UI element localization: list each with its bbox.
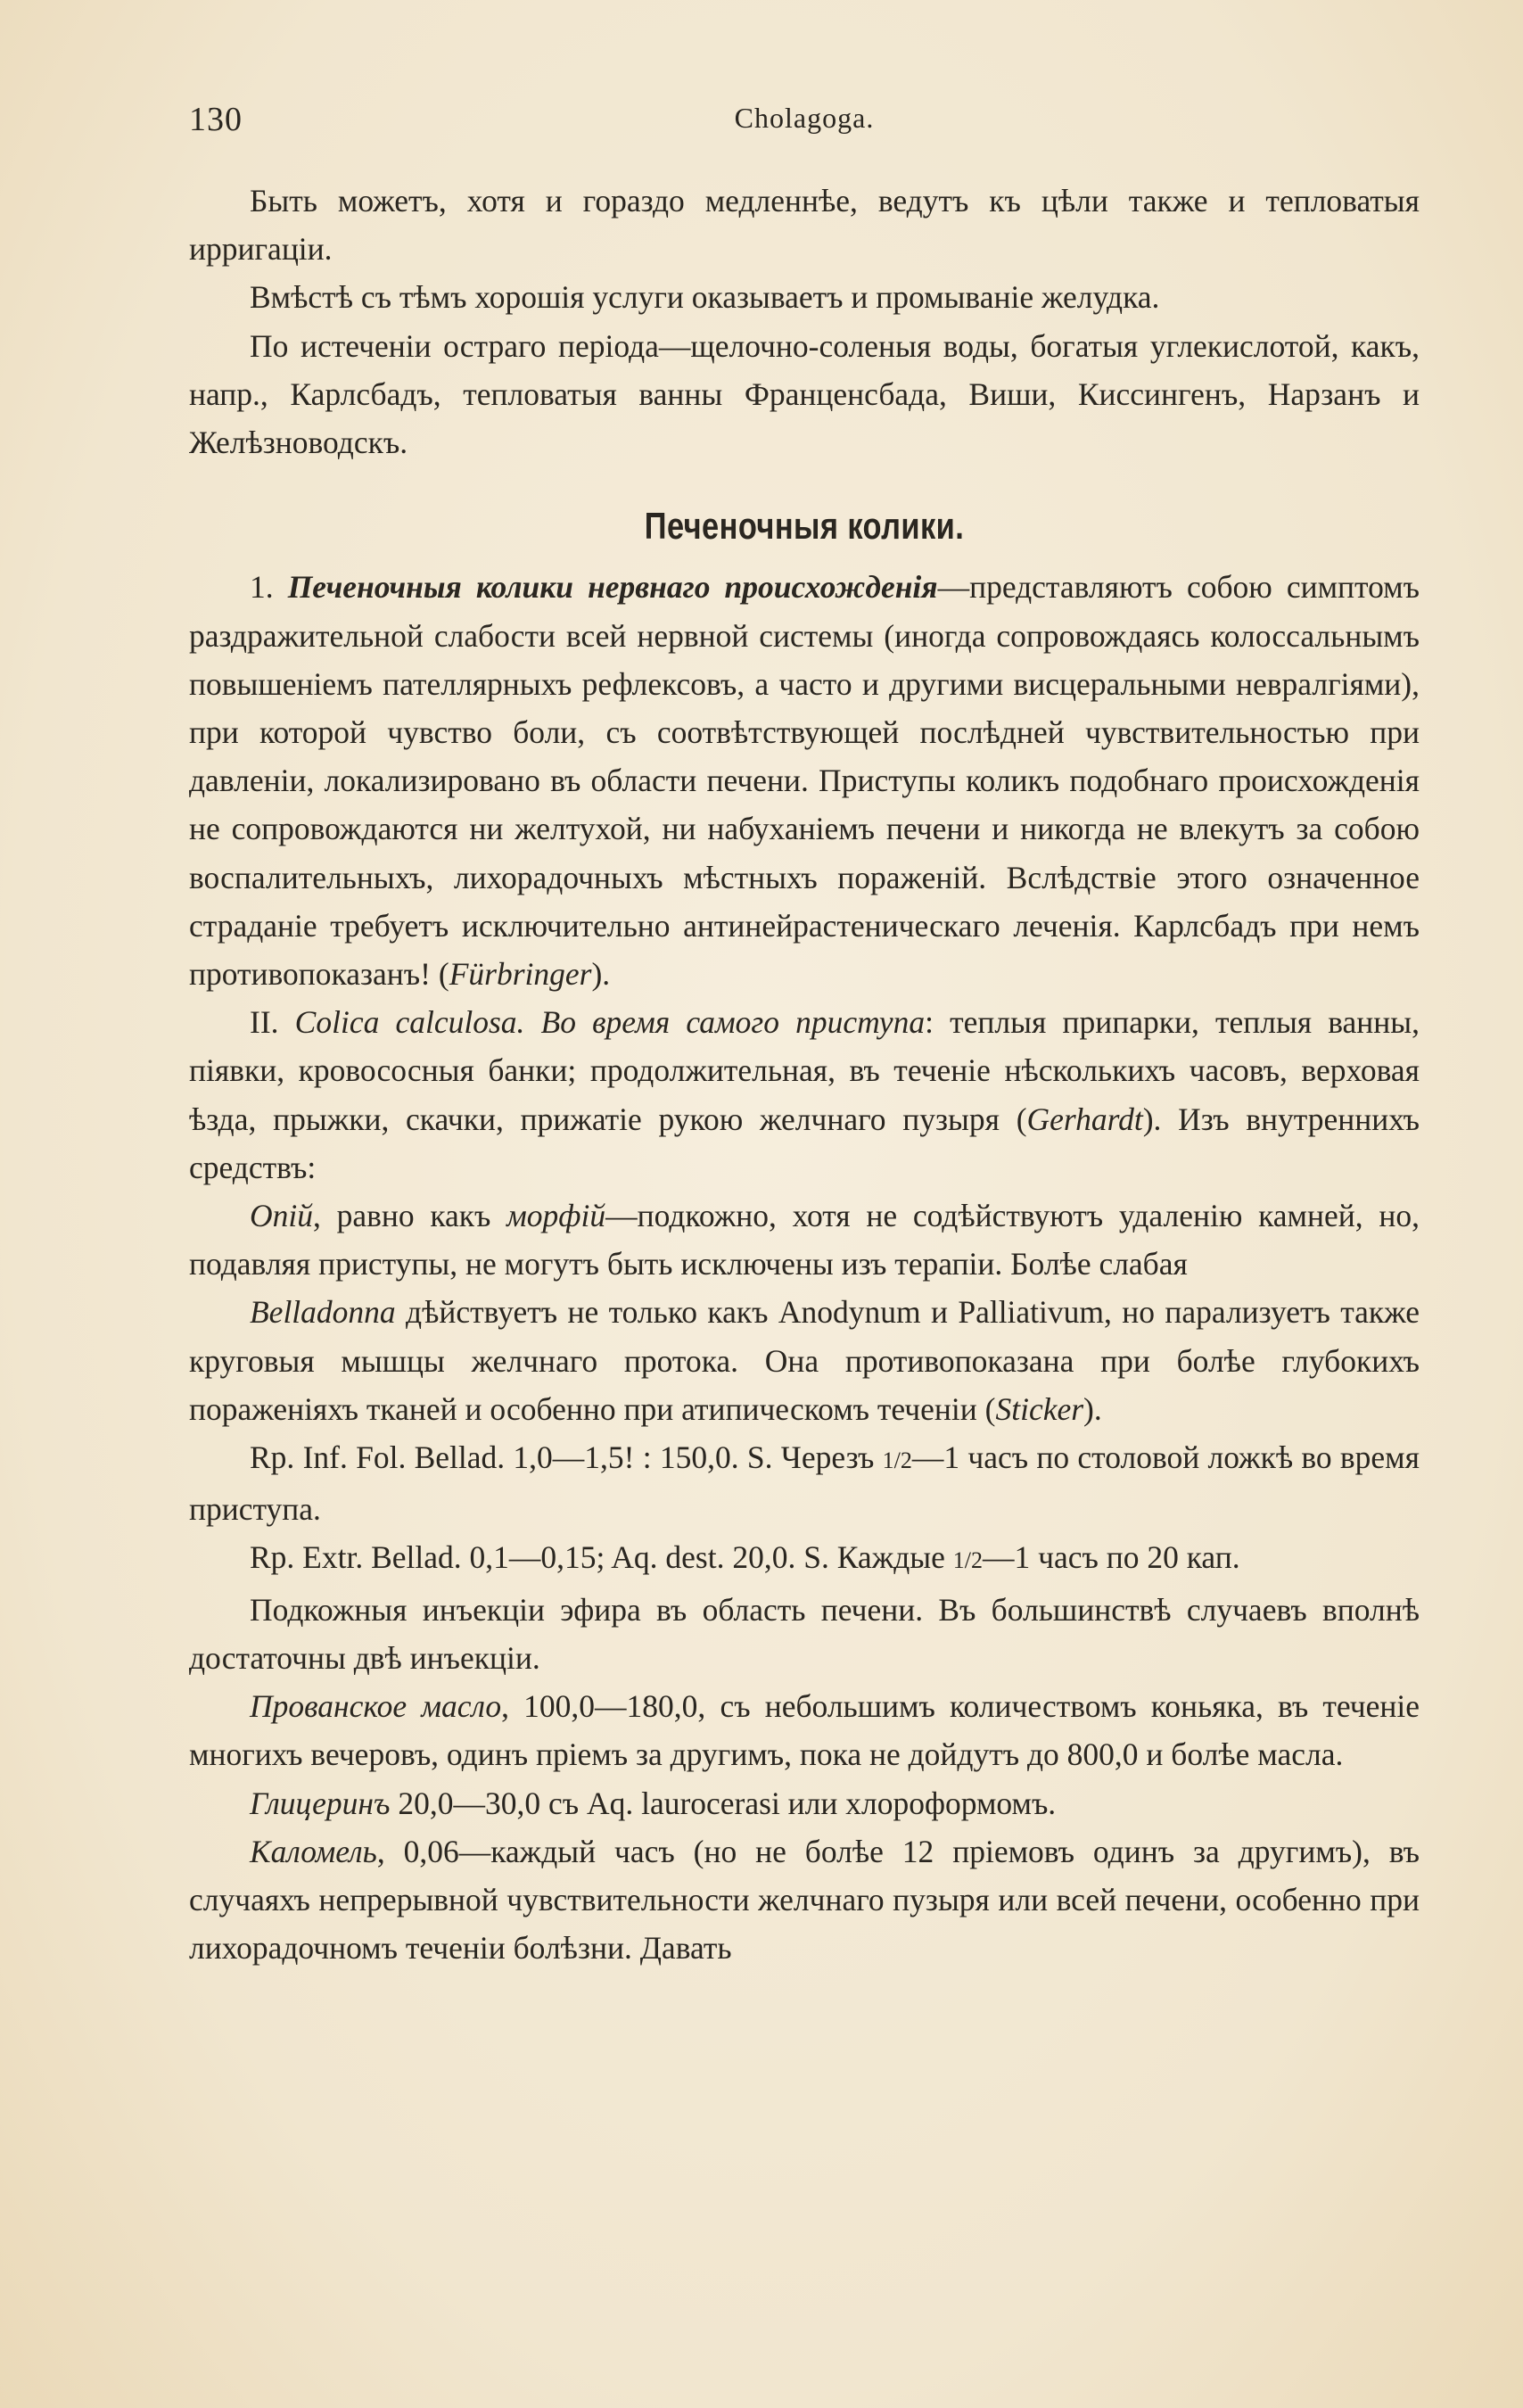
paragraph-recipe-infusion: Rp. Inf. Fol. Bellad. 1,0—1,5! : 150,0. S. Черезъ 1/2—1 часъ по столовой ложкѣ во время приступа. [189, 1439, 1420, 1528]
term-olive-oil: Прованское масло [250, 1688, 502, 1725]
paragraph-glycerin: Глицеринъ 20,0—30,0 съ Aq. laurocerasi или хлороформомъ. [250, 1785, 1057, 1821]
fraction-half: 1/2 [952, 1547, 983, 1574]
paragraph-ether-injections: Подкожныя инъекціи эфира въ область печени. Въ большинствѣ случаевъ вполнѣ достаточны двѣ инъекціи. [189, 1591, 1420, 1676]
fraction-half: 1/2 [882, 1447, 912, 1474]
paragraph-recipe-extract: Rp. Extr. Bellad. 0,1—0,15; Aq. dest. 20,0. S. Каждые 1/2—1 часъ по 20 кап. [250, 1539, 1240, 1576]
author-gerhardt: Gerhardt [1026, 1101, 1143, 1137]
body-text [189, 177, 1420, 1972]
term-during-attack: Во время самого приступа [540, 1004, 926, 1041]
author-furbringer: Fürbringer [449, 956, 592, 993]
paragraph-calomel: Каломель, 0,06—каждый часъ (но не болѣе 12 пріемовъ одинъ за другимъ), въ случаяхъ непрерывной чувствительности желчнаго пузыря или всей печени, особенно при лихорадочномъ теченіи болѣзни. Давать [189, 1833, 1420, 1967]
term-colica-calculosa: Colica calculosa. [294, 1004, 525, 1041]
page-number: 130 [189, 101, 243, 138]
author-sticker: Sticker [995, 1390, 1084, 1427]
paragraph-belladonna: Belladonna дѣйствуетъ не только какъ Anodynum и Palliativum, но парализуетъ также круговыя мышцы желчнаго протока. Она противопоказана при болѣе глубокихъ пораженіяхъ тканей и особенно при атипическомъ теченіи (Sticker). [189, 1294, 1420, 1427]
term-glycerin: Глицеринъ [250, 1785, 391, 1821]
section-title: Печеночныя колики. [644, 505, 965, 548]
paragraph-gastric-lavage: Вмѣстѣ съ тѣмъ хорошія услуги оказываетъ и промываніе желудка. [250, 279, 1160, 316]
paragraph-irrigation: Быть можетъ, хотя и гораздо медленнѣе, ведутъ къ цѣли также и тепловатыя ирригаціи. [189, 183, 1420, 268]
term-nervous-colic: Печеночныя колики нервнаго происхожденія [287, 569, 938, 606]
paragraph-olive-oil: Прованское масло, 100,0—180,0, съ небольшимъ количествомъ коньяка, въ теченіе многихъ вечеровъ, одинъ пріемъ за другимъ, пока не дойдутъ до 800,0 и болѣе масла. [189, 1688, 1420, 1773]
term-opium: Опій [250, 1198, 313, 1234]
page-header [189, 100, 1420, 144]
paragraph-colica-calculosa: II. Colica calculosa. Во время самого приступа: теплыя припарки, теплыя ванны, піявки, кровососныя банки; продолжительная, въ теченіе нѣсколькихъ часовъ, верховая ѣзда, прыжки, скачки, прижатіе рукою желчнаго пузыря (Gerhardt). Изъ внутреннихъ средствъ: [189, 1004, 1420, 1185]
term-belladonna: Belladonna [250, 1294, 396, 1331]
term-morphine: морфій [506, 1198, 606, 1234]
paragraph-mineral-waters: По истеченіи остраго періода—щелочно-соленыя воды, богатыя углекислотой, какъ, напр., Карлсбадъ, тепловатыя ванны Франценсбада, Виши, Киссингенъ, Нарзанъ и Желѣзноводскъ. [189, 327, 1420, 461]
paragraph-nervous-colic: 1. Печеночныя колики нервнаго происхожденія—представляютъ собою симптомъ раздражительной слабости всей нервной системы (иногда сопровождаясь колоссальнымъ повышеніемъ пателлярныхъ рефлексовъ, а часто и другими висцеральными невралгіями), при которой чувство боли, съ соотвѣтствующей послѣдней чувствительностью при давленіи, локализировано въ области печени. Приступы коликъ подобнаго происхожденія не сопровождаются ни желтухой, ни набуханіемъ печени и никогда не влекутъ за собою воспалительныхъ, лихорадочныхъ мѣстныхъ пораженій. Вслѣдствіе этого означенное страданіе требуетъ исключительно антинейрастеническаго леченія. Карлсбадъ при немъ противопоказанъ! (Fürbringer). [189, 569, 1420, 993]
paragraph-opium: Опій, равно какъ морфій—подкожно, хотя не содѣйствуютъ удаленію камней, но, подавляя приступы, не могутъ быть исключены изъ терапіи. Болѣе слабая [189, 1198, 1420, 1282]
term-calomel: Каломель [250, 1833, 377, 1869]
running-title: Cholagoga. [734, 102, 875, 134]
